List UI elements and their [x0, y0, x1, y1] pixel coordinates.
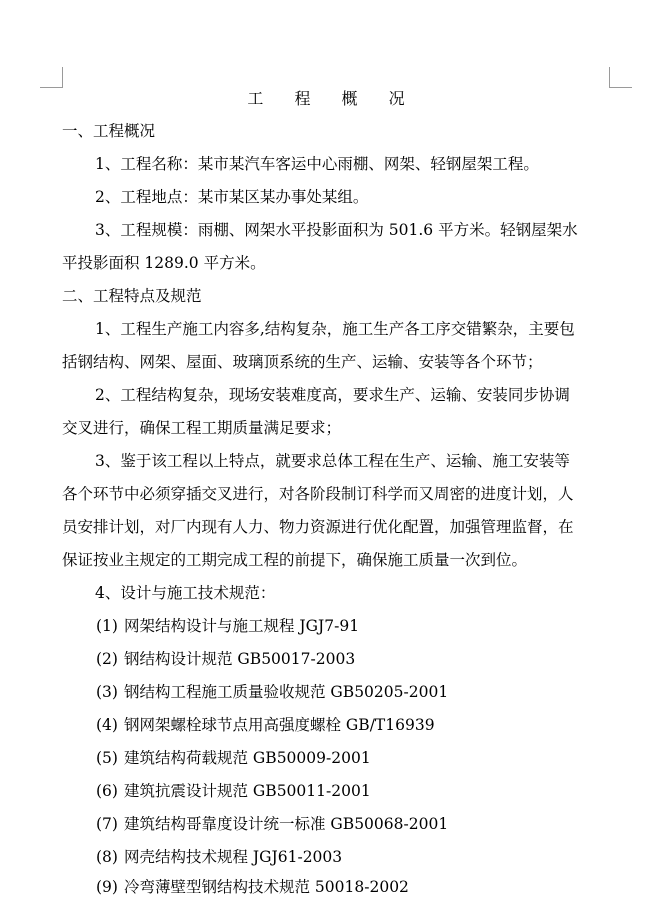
- paragraph-project-location: 2、工程地点：某市某区某办事处某组。: [95, 188, 369, 206]
- paragraph-project-scale-cont: 平投影面积 1289.0 平方米。: [62, 254, 266, 272]
- page-title: 工 程 概 况: [247, 89, 418, 108]
- list-item: [96, 814, 448, 834]
- paragraph-feature-4: 4、设计与施工技术规范：: [95, 584, 276, 602]
- list-item: [96, 877, 409, 897]
- paragraph-feature-3-cont-2: 员安排计划，对厂内现有人力、物力资源进行优化配置，加强管理监督，在: [62, 518, 574, 536]
- list-item: [96, 847, 342, 867]
- list-item-text: 建筑抗震设计规范 GB50011-2001: [124, 782, 371, 800]
- list-item-text: 建筑结构荷载规范 GB50009-2001: [124, 749, 371, 767]
- crop-mark-top-left: [40, 67, 63, 88]
- list-item-number: (5): [96, 749, 118, 767]
- section-heading-overview: 一、工程概况: [62, 122, 156, 140]
- paragraph-feature-3: 3、鉴于该工程以上特点，就要求总体工程在生产、运输、施工安装等: [95, 452, 570, 470]
- list-item-number: (4): [96, 716, 118, 734]
- list-item-number: (7): [96, 815, 118, 833]
- list-item: [96, 649, 355, 669]
- list-item: [96, 781, 371, 801]
- paragraph-project-name: 1、工程名称：某市某汽车客运中心雨棚、网架、轻钢屋架工程。: [95, 155, 539, 173]
- list-item-text: 建筑结构哥靠度设计统一标准 GB50068-2001: [124, 815, 449, 833]
- list-item-text: 网架结构设计与施工规程 JGJ7-91: [124, 617, 360, 635]
- list-item-text: 钢结构设计规范 GB50017-2003: [124, 650, 356, 668]
- paragraph-feature-2: 2、工程结构复杂，现场安装难度高，要求生产、运输、安装同步协调: [95, 386, 570, 404]
- list-item-number: (3): [96, 683, 118, 701]
- list-item-text: 钢结构工程施工质量验收规范 GB50205-2001: [124, 683, 449, 701]
- list-item-number: (6): [96, 782, 118, 800]
- list-item: [96, 616, 359, 636]
- list-item: [96, 682, 448, 702]
- list-item-number: (1): [96, 617, 118, 635]
- list-item-number: (2): [96, 650, 118, 668]
- paragraph-feature-1-cont: 括钢结构、网架、屋面、玻璃顶系统的生产、运输、安装等各个环节；: [62, 353, 543, 371]
- section-heading-features: 二、工程特点及规范: [62, 287, 202, 305]
- list-item: [96, 715, 435, 735]
- paragraph-project-scale: 3、工程规模：雨棚、网架水平投影面积为 501.6 平方米。轻钢屋架水: [95, 221, 578, 239]
- paragraph-feature-3-cont-3: 保证按业主规定的工期完成工程的前提下，确保施工质量一次到位。: [62, 551, 528, 569]
- paragraph-feature-2-cont: 交叉进行，确保工程工期质量满足要求；: [62, 419, 342, 437]
- list-item-text: 钢网架螺栓球节点用高强度螺栓 GB/T16939: [124, 716, 435, 734]
- list-item: [96, 748, 371, 768]
- paragraph-feature-1: 1、工程生产施工内容多,结构复杂，施工生产各工序交错繁杂，主要包: [95, 320, 575, 338]
- paragraph-feature-3-cont-1: 各个环节中必须穿插交叉进行，对各阶段制订科学而又周密的进度计划，人: [62, 485, 574, 503]
- crop-mark-top-right: [609, 67, 632, 88]
- list-item-text: 网壳结构技术规程 JGJ61-2003: [124, 848, 343, 866]
- list-item-number: (8): [96, 848, 118, 866]
- list-item-text: 冷弯薄壁型钢结构技术规范 50018-2002: [124, 878, 409, 896]
- list-item-number: (9): [96, 878, 118, 896]
